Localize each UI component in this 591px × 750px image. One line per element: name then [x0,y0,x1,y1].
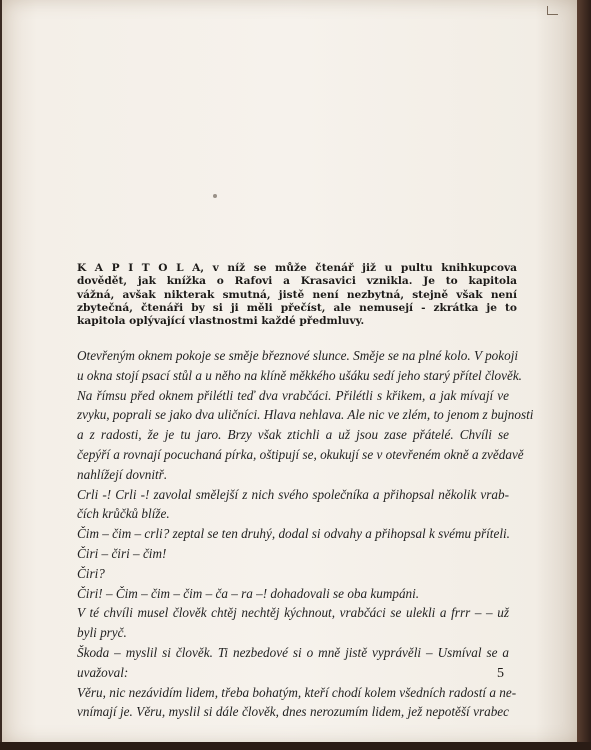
body-line: a z radosti, že je tu jaro. Brzy však ztichli a už jsou zase přátelé. Chvíli se [77,427,509,443]
body-line: čepýří a rovnají pocuchaná pírka, oštipují se, okukují se v otevřeném okně a zvědavě [77,446,524,462]
chapter-heading [77,262,517,328]
paper-speck [213,194,217,198]
body-line: zvyku, poprali se jako dva uličníci. Hlava nehlava. Ale nic ve zlém, to jenom z bujnosti [77,407,534,423]
body-line: byli pryč. [77,625,127,641]
body-line: Čiri? [77,565,105,581]
body-line: vnímají je. Věru, myslil si dále člověk, dnes nerozumím lidem, jež nepotěší vrabec [77,704,509,720]
corner-mark [547,6,558,15]
body-line: Škoda – myslil si člověk. Ti nezbedové si o mně jistě vyprávěli – Usmíval se a [77,644,509,660]
heading-line: vážná, avšak nikterak smutná, jistě není nezbytná, stejně však není [77,288,517,301]
heading-line: K A P I T O L A, v níž se může čtenář již u pultu knihkupcova [77,262,517,274]
body-line: Otevřeným oknem pokoje se směje březnové slunce. Směje se na plné kolo. V pokoji [77,348,519,363]
heading-line: dovědět, jak knížka o Rafovi a Krasavici vznikla. Je to kapitola [77,275,517,288]
body-line: čích krůčků blíže. [77,506,170,522]
body-line: V té chvíli musel člověk chtěj nechtěj kýchnout, vrabčáci se ulekli a frrr – – už [77,605,509,621]
body-line: Věru, nic nezávidím lidem, třeba bohatým, kteří chodí kolem všedních radostí a ne- [77,684,517,700]
body-line: uvažoval: [77,664,129,680]
book-page [2,0,582,744]
body-line: Crli -! Crli -! zavolal smělejší z nich svého společníka a přihopsal několik vrab- [77,486,509,502]
body-line: Na římsu před oknem přilétli teď dva vrabčáci. Přilétli s křikem, a jak mívají ve [77,387,509,403]
body-text [77,346,534,722]
body-line: u okna stojí psací stůl a u něho na klíně měkkého ušáku sedí jeho starý přítel člověk. [77,367,522,383]
page-number: 5 [497,666,504,681]
heading-line: zbytečná, čtenáři by si ji měli přečíst, ale nemusejí - zkrátka je to [77,301,517,314]
body-line: Čim – čim – crli? zeptal se ten druhý, dodal si odvahy a přihopsal k svému příteli. [77,526,510,542]
body-line: Čiri – čiri – čim! [77,545,167,561]
heading-line: kapitola oplývající vlastnostmi každé předmluvy. [77,315,365,328]
body-line: nahlížejí dovnitř. [77,466,168,482]
book-edge-bottom [0,742,591,750]
book-edge-right [577,0,591,750]
body-line: Čiri! – Čim – čim – čim – ča – ra –! dohadovali se oba kumpáni. [77,585,420,601]
